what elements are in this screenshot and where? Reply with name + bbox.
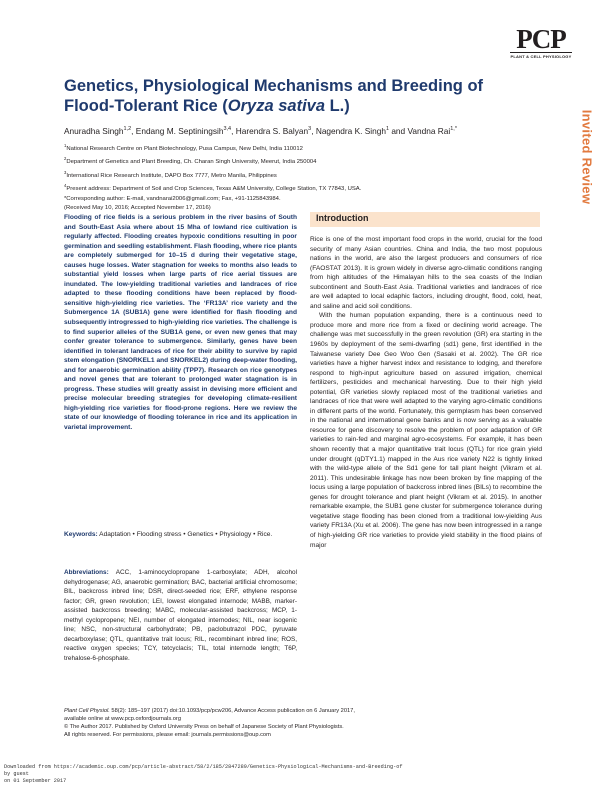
author-name: Endang M. Septiningsih [135,126,224,136]
affiliation-sup: 3 [64,169,67,175]
intro-paragraph: Rice is one of the most important food crops in the world, crucial for the food security of many Asian countries. China and India, the two most populous nations in the world, are also the largest producers and consumers of rice (FAOSTAT 2013). It is grown widely in diverse agro-climatic conditions ranging from high altitudes of the Himalayan hills to the sea coasts of the Indian subcontinent and South-East Asia. Traditional varieties and landraces of rice are well adapted to local edaphic factors, including drought, flood, cold, heat, and saline and acid soil conditions. [310,236,542,310]
affiliation-line [64,141,564,154]
citation-footer [64,707,544,739]
author-affil-sup: 1,* [450,126,457,133]
keywords [64,530,297,540]
abstract: Flooding of rice fields is a serious problem in the river basins of South and South-East Asia where about 15 Mha of lowland rice cultivation is regularly affected. Flooding creates hypoxic conditions resulting in poor germination and seedling establishment. Flash flooding, where rice plants are completely submerged for 10–15 d during their vegetative stage, causes huge losses. Water stagnation for weeks to months also leads to substantial yield losses when large parts of rice aerial tissues are inundated. The low-yielding traditional varieties and landraces of rice adapted to these flooding conditions have been replaced by flood-sensitive high-yielding rice varieties. The ‘FR13A’ rice variety and the Submergence 1A (SUB1A) gene were identified for flash flooding and subsequently introgressed to high-yielding rice varieties. The challenge is to find superior alleles of the SUB1A gene, or even new genes that may confer greater tolerance to submergence. Similarly, genes have been identified in tolerant landraces of rice for their ability to survive by rapid stem elongation (SNORKEL1 and SNORKEL2) during deep-water flooding, and for anaerobic germination ability (TPP7). Research on rice genotypes and novel genes that are tolerant to prolonged water stagnation is in progress. These studies will greatly assist in devising more efficient and precise molecular breeding strategies for developing climate-resilient high-yielding rice varieties for flood-prone regions. Here we review the state of our knowledge of flooding tolerance in rice and its application in varietal improvement. [64,214,297,432]
download-line: by guest [4,770,29,777]
keywords-label: Keywords: [64,531,98,538]
affiliation-list [64,141,564,213]
download-line: Downloaded from https://academic.oup.com/pcp/article-abstract/58/2/185/2847289/Genetics-Physiological-Mechanisms-and-Breeding-of [4,764,403,770]
title-main: Genetics, Physiological Mechanisms and Breeding of Flood-Tolerant Rice ( [64,77,484,115]
permissions-line: All rights reserved. For permissions, please email: journals.permissions@oup.com [64,732,271,738]
author-affil-sup: 3 [308,126,312,133]
affiliation-text: Present address: Department of Soil and Crop Sciences, Texas A&M University, College Station, TX 77843, USA. [66,186,362,193]
affiliation-text: National Research Centre on Plant Biotechnology, Pusa Campus, New Delhi, India 110012 [66,145,303,152]
affiliation-text: International Rice Research Institute, DAPO Box 7777, Metro Manila, Philippines [66,172,277,179]
logo-mark: PCP [516,24,566,54]
download-stamp [4,764,564,784]
section-tab-label: Invited Review [579,109,595,205]
author-name: Harendra S. Balyan [235,126,309,136]
availability-line: available online at www.pcp.oxfordjournals.org [64,716,181,722]
corresponding-author: *Corresponding author: E-mail, vandnarai2006@gmail.com; Fax, +91-1125843984. [64,195,281,202]
author-separator: , [311,126,316,136]
affiliation-line [64,168,564,181]
author-affil-sup: 1,2 [123,126,132,133]
abbreviations-label: Abbreviations: [64,569,109,576]
journal-logo [510,26,572,59]
copyright-line: © The Author 2017. Published by Oxford University Press on behalf of Japanese Society of Plant Physiologists. [64,724,344,730]
introduction-heading-bar [310,212,540,227]
received-accepted-dates: (Received May 10, 2016; Accepted November 17, 2016) [64,204,211,211]
author-name: Anuradha Singh [64,126,124,136]
author-affil-sup: 3,4 [223,126,232,133]
affiliation-sup: 4 [64,183,67,189]
introduction-body [310,235,542,550]
intro-paragraph: With the human population expanding, there is a continuous need to produce more and more rice from a fixed or declining world acreage. The challenge was met successfully in the green revolution (GR) era starting in the 1960s by deployment of the semi-dwarfing (sd1) gene, first identified in the Taiwanese variety Dee Geo Woo Gen (Sasaki et al. 2002). The GR rice varieties have a higher harvest index and resistance to lodging, and therefore respond to high-input agriculture based on assured irrigation, chemical fertilizers, pesticides and mechanical harvesting. Due to their high yield potential, GR varieties slowly replaced most of the traditional varieties and landraces of rice that were well adapted to the varying agro-climatic conditions in different parts of the world. Fortunately, this germplasm has been conserved in the national and international gene banks and is now serving as a valuable resource for gene discovery to resolve the problem of poor adaptation of GR varieties to rain-fed and marginal agro-ecosystems. For example, it has been shown recently that a major quantitative trait locus (QTL) for rice grain yield under drought (qDTY1.1) mapped in the Aus rice variety N22 is tightly linked with the wild-type allele of the Sd1 gene for tall plant height (Vikram et al. 2011). This undesirable linkage has now been broken by fine mapping of the locus using a large population of backcross inbred lines (BILs) to recombine the genes for drought tolerance and plant height (Vikram et al. 2015). In another remarkable example, the SUB1 gene cluster for submergence tolerance during vegetative stage flooding has been cloned from a traditional low-yielding Aus variety FR13A (Xu et al. 2006). The gene has now been introgressed in a range of high-yielding GR rice varieties to provide yield stability in the flood plains of major [310,312,543,549]
title-end: L.) [325,97,350,115]
affiliation-sup: 2 [64,156,67,162]
article-title [64,76,534,116]
affiliation-line [64,154,564,167]
author-list [64,126,564,136]
keywords-text: Adaptation • Flooding stress • Genetics • Physiology • Rice. [97,531,273,538]
author-name: Vandna Rai [407,126,451,136]
affiliation-line [64,181,564,194]
journal-name: Plant Cell Physiol. [64,708,110,714]
abbreviations [64,568,297,663]
citation-line [64,707,544,715]
author-separator: , [131,126,136,136]
logo-subtitle: PLANT & CELL PHYSIOLOGY [510,54,572,59]
download-line: on 01 September 2017 [4,777,67,784]
abbreviations-text: ACC, 1-aminocyclopropane 1-carboxylate; ADH, alcohol dehydrogenase; AG, anaerobic germination; BAC, bacterial artificial chromosome; BIL, backcross inbred line; DSR, direct-seeded rice; ERF, ethylene response factor; GR, green revolution; LEI, lowest elongated internode; MABB, marker-assisted backcross breeding; MABC, molecular-assisted backcross; MCP, 1-methyl cyclopropene; NEI, number of elongated internodes; NIL, near isogenic line; NSC, non-structural carbohydrate; PB, paclobutrazol PDC, pyruvate decarboxylase; QTL, quantitative trait locus; RIL, recombinant inbred line; ROS, reactive oxygen species; TCY, tetcyclacis; TIL, total internode length; T6P, trehalose-6-phosphate. [64,569,297,662]
citation-text: 58(2): 185–197 (2017) doi:10.1093/pcp/pcw206, Advance Access publication on 6 January 2017, [109,708,355,714]
introduction-heading: Introduction [316,213,369,223]
section-tab [574,102,600,212]
author-affil-sup: 1 [385,126,390,133]
author-separator: , [231,126,236,136]
author-name: Nagendra K. Singh [315,126,386,136]
affiliation-text: Department of Genetics and Plant Breeding, Ch. Charan Singh University, Meerut, India 250004 [66,159,317,166]
title-species: Oryza sativa [227,97,326,115]
affiliation-sup: 1 [64,143,67,148]
author-separator: and [389,126,408,136]
